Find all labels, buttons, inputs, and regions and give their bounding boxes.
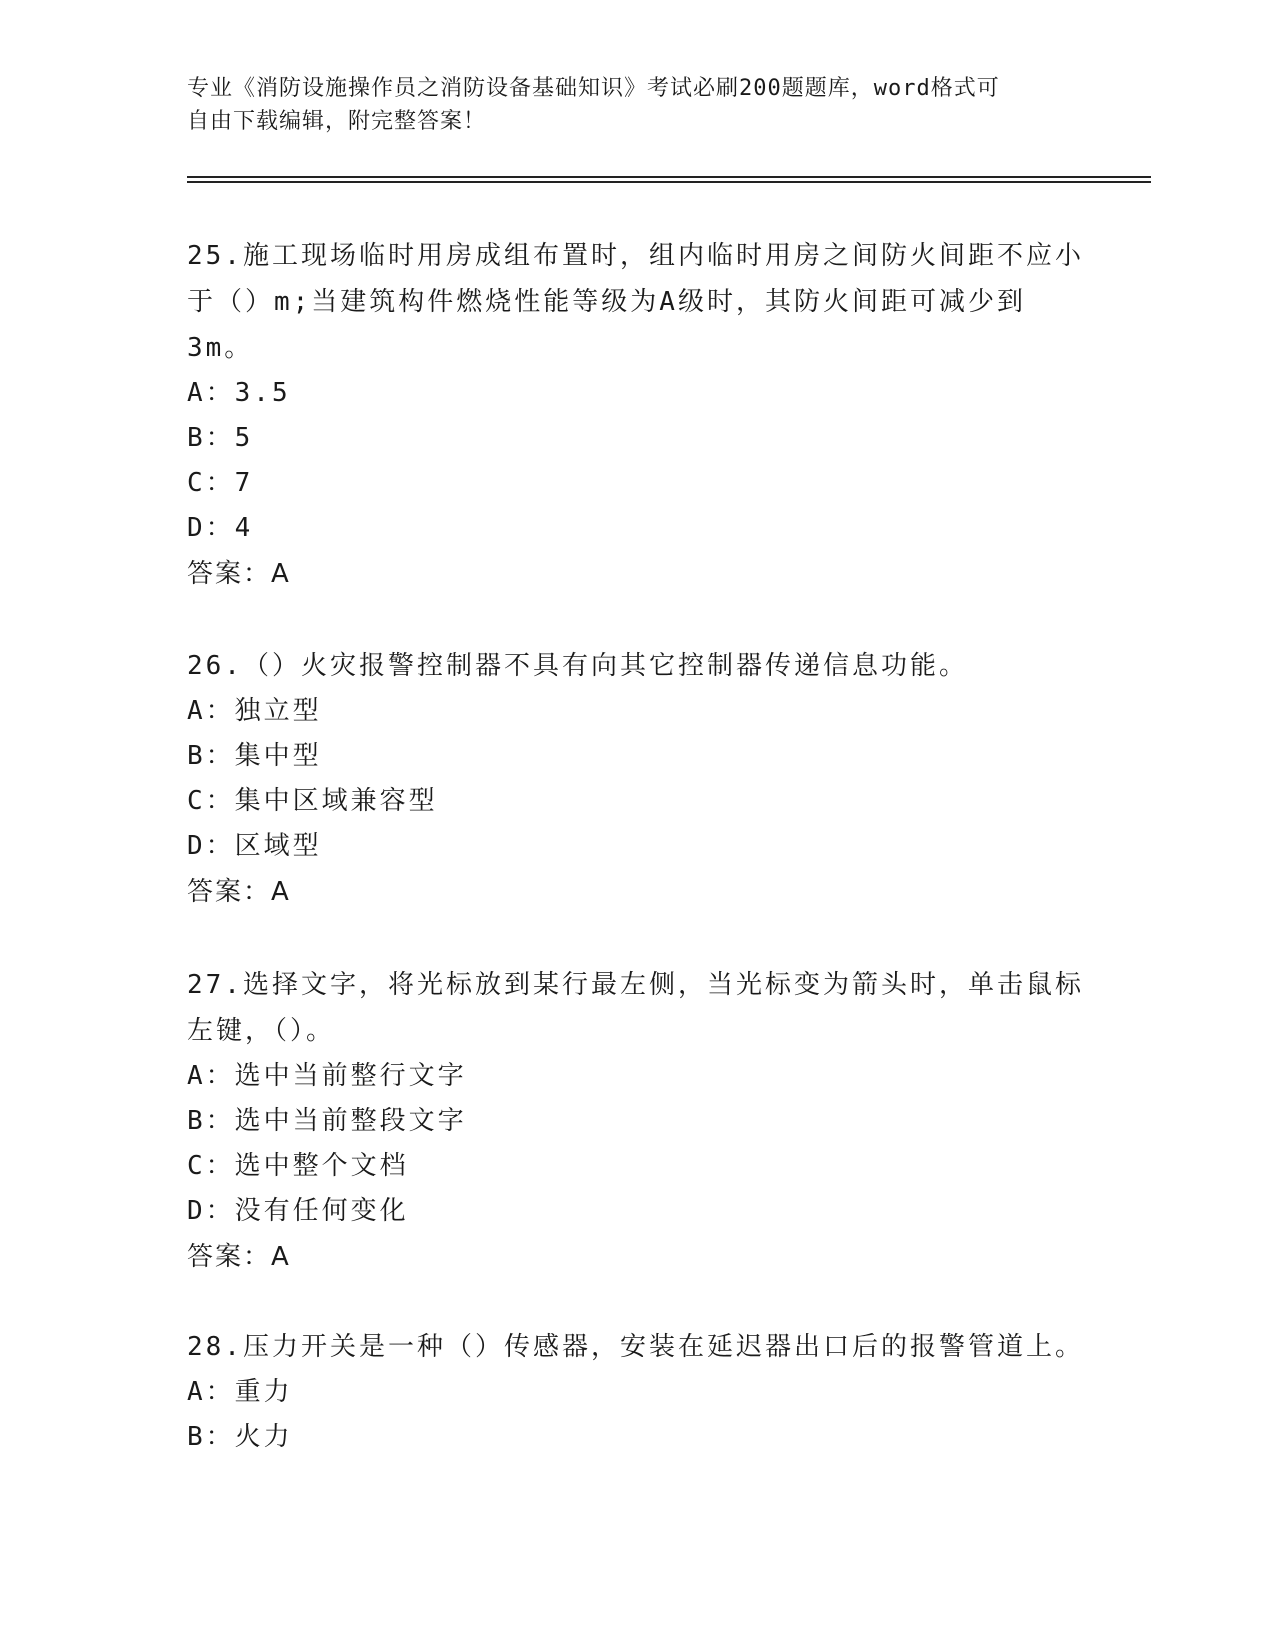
option-a: A：选中当前整行文字 [187,1061,467,1091]
option-a: A：3.5 [187,378,291,408]
header-line-1: 专业《消防设施操作员之消防设备基础知识》考试必刷200题题库，word格式可 [187,76,1000,101]
header-line-2: 自由下载编辑，附完整答案！ [187,109,487,134]
header-divider-bottom [187,181,1151,183]
option-c: C：集中区域兼容型 [187,786,438,816]
option-c: C：选中整个文档 [187,1151,409,1181]
option-d: D：没有任何变化 [187,1196,409,1226]
answer: 答案：A [187,877,291,907]
question-text: 25.施工现场临时用房成组布置时，组内临时用房之间防火间距不应小于（）m;当建筑构件燃烧性能等级为A级时，其防火间距可减少到3m。 [187,241,1084,363]
question-27 [187,962,1087,1280]
option-d: D：4 [187,513,254,543]
question-25 [187,233,1087,597]
answer: 答案：A [187,559,291,589]
question-28 [187,1324,1087,1460]
option-b: B：5 [187,423,254,453]
option-b: B：集中型 [187,741,322,771]
option-d: D：区域型 [187,831,322,861]
option-a: A：独立型 [187,696,322,726]
question-text: 26.（）火灾报警控制器不具有向其它控制器传递信息功能。 [187,651,968,681]
option-b: B：火力 [187,1422,293,1452]
document-header [187,72,1067,138]
header-divider-top [187,176,1151,178]
answer: 答案：A [187,1242,291,1272]
option-b: B：选中当前整段文字 [187,1106,467,1136]
question-26 [187,643,1087,915]
question-text: 27.选择文字，将光标放到某行最左侧，当光标变为箭头时，单击鼠标左键，（）。 [187,970,1084,1046]
option-a: A：重力 [187,1377,293,1407]
question-text: 28.压力开关是一种（）传感器，安装在延迟器出口后的报警管道上。 [187,1332,1084,1362]
option-c: C：7 [187,468,254,498]
